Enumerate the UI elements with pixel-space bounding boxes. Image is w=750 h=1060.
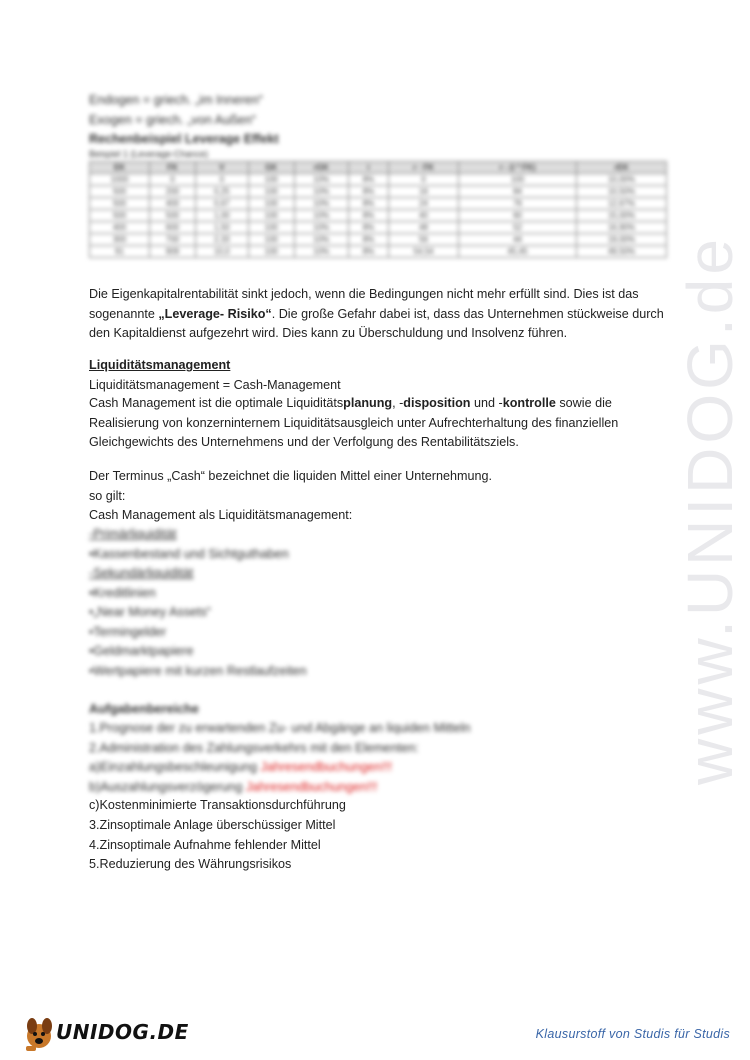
blurred-list-item: -Primärliquidität [89, 527, 177, 541]
table-cell: 100 [248, 174, 294, 186]
blurred-task-red-note: Jahresendbuchungen!!! [245, 779, 378, 794]
dog-icon [22, 1012, 58, 1052]
footer-slogan: Klausurstoff von Studis für Studis [535, 1027, 730, 1041]
table-cell: 10,50% [577, 186, 667, 198]
leverage-table [89, 149, 667, 270]
table-cell: 10% [294, 174, 348, 186]
table-header-cell: rEK [577, 162, 667, 174]
table-row [90, 234, 667, 246]
def-bold-disposition: disposition [403, 396, 471, 410]
paragraph-leverage-risk [89, 285, 669, 344]
blurred-line-rechenbeispiel: Rechenbeispiel Leverage Effekt [89, 132, 279, 146]
table-row [90, 210, 667, 222]
blurred-task-item [89, 759, 392, 775]
table-cell: 40 [389, 210, 459, 222]
table-cell: 100 [248, 210, 294, 222]
table-row [90, 174, 667, 186]
table-cell: 1,50 [195, 222, 248, 234]
table-cell: 0,67 [195, 198, 248, 210]
table-header-cell: EK [90, 162, 150, 174]
table-cell: 100 [248, 234, 294, 246]
unidog-logo [22, 1012, 189, 1052]
blurred-task-text: b)Auszahlungsverzögerung [89, 779, 246, 794]
table-header-cell: i [348, 162, 388, 174]
blurred-list-item: •Kreditlinien [89, 585, 156, 600]
blurred-task-text: a)Einzahlungsbeschleunigung [89, 760, 261, 774]
table-cell: 300 [90, 234, 150, 246]
cash-line-als-liquiditaetsmanagement: Cash Management als Liquiditätsmanagement: [89, 508, 353, 522]
table-cell: 100 [248, 246, 294, 258]
table-cell: 0,25 [195, 186, 248, 198]
table-cell: 100 [458, 174, 576, 186]
para1-text-b: . Die große Gefahr dabei ist, dass das Unternehmen stückweise durch den Kapitaldienst aufgezehrt wird. Dies kann zu Überschuldung und Insolvenz führen. [89, 306, 664, 341]
table-cell: 24 [389, 198, 459, 210]
table-cell: 10% [294, 198, 348, 210]
table-cell: 500 [150, 210, 196, 222]
table-cell: 500 [90, 210, 150, 222]
table-cell: 400 [150, 198, 196, 210]
table-header-cell: FK [150, 162, 196, 174]
blurred-line-exogen: Exogen = griech. „von Außen“ [89, 113, 256, 127]
para1-text-a: Die Eigenkapitalrentabilität sinkt jedoch, wenn die Bedingungen nicht mehr erfüllt sind. Dies ist das sogenannte [89, 287, 639, 321]
paragraph-cash-management-definition [89, 394, 669, 453]
para1-bold: „Leverage- Risiko“ [158, 306, 272, 321]
blurred-list-item: •Termingelder [89, 624, 167, 639]
table-cell: 909 [150, 246, 196, 258]
table-header-cell: r - (i * FK) [458, 162, 576, 174]
def-text-4: sowie die Realisierung von konzerninternem Liquiditätsausgleich unter Aufrechterhaltung des finanziellen Gleichgewichts des Unternehmens und der Verfolgung des Rentabilitätsziels. [89, 396, 619, 450]
watermark-text: www.UNIDOG.de [674, 235, 746, 785]
def-text-2: , - [392, 396, 404, 410]
table-cell: 76 [458, 198, 576, 210]
table-cell: 16,90% [577, 222, 667, 234]
table-cell: 600 [150, 222, 196, 234]
table-header-cell: r · FK [389, 162, 459, 174]
table-cell: 1,00 [195, 210, 248, 222]
blurred-list-item: -Sekundärliquidität [89, 566, 194, 580]
table-cell: 8% [348, 222, 388, 234]
blurred-task-item [89, 720, 471, 736]
blurred-list-item: •„Near Money Assets“ [89, 605, 211, 619]
table-header-cell: V [195, 162, 248, 174]
table-cell: 10% [294, 234, 348, 246]
table-cell: 2,33 [195, 234, 248, 246]
table-cell: 8% [348, 234, 388, 246]
heading-liquiditaetsmanagement: Liquiditätsmanagement [89, 358, 231, 372]
table-cell: 60 [458, 210, 576, 222]
table-cell: 0 [195, 174, 248, 186]
blurred-line-endogen: Endogen = griech. „im Inneren“ [89, 93, 263, 107]
table-cell: 10% [294, 246, 348, 258]
table-header-cell: rGK [294, 162, 348, 174]
table-cell: 54,54 [389, 246, 459, 258]
table-cell: 500 [90, 198, 150, 210]
blurred-list-item: •Kassenbestand und Sichtguthaben [89, 546, 289, 561]
blurred-task-text: 2.Administration des Zahlungsverkehrs mit den Elementen: [89, 740, 419, 755]
table-cell: 8% [348, 210, 388, 222]
table-header-cell: GK [248, 162, 294, 174]
task-item: 5.Reduzierung des Währungsrisikos [89, 857, 292, 872]
table-cell: 100 [248, 198, 294, 210]
table-cell: 10,0 [195, 246, 248, 258]
table-caption: Beispiel 1 (Leverage-Chance) [89, 149, 209, 159]
blurred-task-item [89, 740, 419, 756]
table-cell: 10% [294, 186, 348, 198]
table-cell: 8% [348, 246, 388, 258]
cash-line-so-gilt: so gilt: [89, 489, 126, 503]
heading-aufgabenbereiche: Aufgabenbereiche [89, 702, 199, 716]
table-cell: 15,00% [577, 210, 667, 222]
table-cell: 12,67% [577, 198, 667, 210]
table-cell: 49,50% [577, 246, 667, 258]
table-cell: 400 [90, 222, 150, 234]
table-cell: 100 [248, 222, 294, 234]
blurred-task-text: 1.Prognose der zu erwartenden Zu- und Abgänge an liquiden Mitteln [89, 721, 471, 735]
table-cell: 8% [348, 186, 388, 198]
table-row [90, 198, 667, 210]
table-cell: 500 [90, 186, 150, 198]
logo-text: UNIDOG.DE [56, 1020, 189, 1044]
table-cell: 84 [458, 186, 576, 198]
table-cell: 1000 [90, 174, 150, 186]
def-text-3: und - [470, 396, 503, 410]
table-cell: 10% [294, 222, 348, 234]
table-cell: 100 [248, 186, 294, 198]
table-cell: 0 [150, 174, 196, 186]
table-cell: 0 [389, 174, 459, 186]
table-row [90, 246, 667, 258]
def-bold-kontrolle: kontrolle [502, 396, 556, 410]
table-row [90, 186, 667, 198]
table-cell: 56 [389, 234, 459, 246]
blurred-list-item: •Geldmarktpapiere [89, 644, 194, 658]
leverage-table-grid [89, 161, 667, 258]
blurred-task-item [89, 779, 377, 795]
table-cell: 700 [150, 234, 196, 246]
table-cell: 16 [389, 186, 459, 198]
blurred-list-item: •Wertpapiere mit kurzen Restlaufzeiten [89, 663, 307, 678]
table-cell: 91 [90, 246, 150, 258]
def-bold-planung: planung [343, 396, 393, 410]
cash-line-terminus: Der Terminus „Cash“ bezeichnet die liquiden Mittel einer Unternehmung. [89, 469, 492, 483]
task-item: 3.Zinsoptimale Anlage überschüssiger Mittel [89, 817, 336, 832]
watermark [650, 235, 750, 785]
task-item: c)Kostenminimierte Transaktionsdurchführung [89, 798, 346, 812]
table-cell: 44 [458, 234, 576, 246]
table-cell: 10% [294, 210, 348, 222]
table-cell: 45,45 [458, 246, 576, 258]
blurred-task-red-note: Jahresendbuchungen!!! [260, 760, 393, 774]
liq-line-cash-management: Liquiditätsmanagement = Cash-Management [89, 378, 341, 392]
table-cell: 48 [389, 222, 459, 234]
table-cell: 10,00% [577, 174, 667, 186]
table-cell: 52 [458, 222, 576, 234]
table-cell: 19,00% [577, 234, 667, 246]
table-row [90, 222, 667, 234]
def-text-1: Cash Management ist die optimale Liquiditäts [89, 396, 344, 410]
task-item: 4.Zinsoptimale Aufnahme fehlender Mittel [89, 837, 321, 852]
table-cell: 200 [150, 186, 196, 198]
table-cell: 8% [348, 198, 388, 210]
table-cell: 8% [348, 174, 388, 186]
